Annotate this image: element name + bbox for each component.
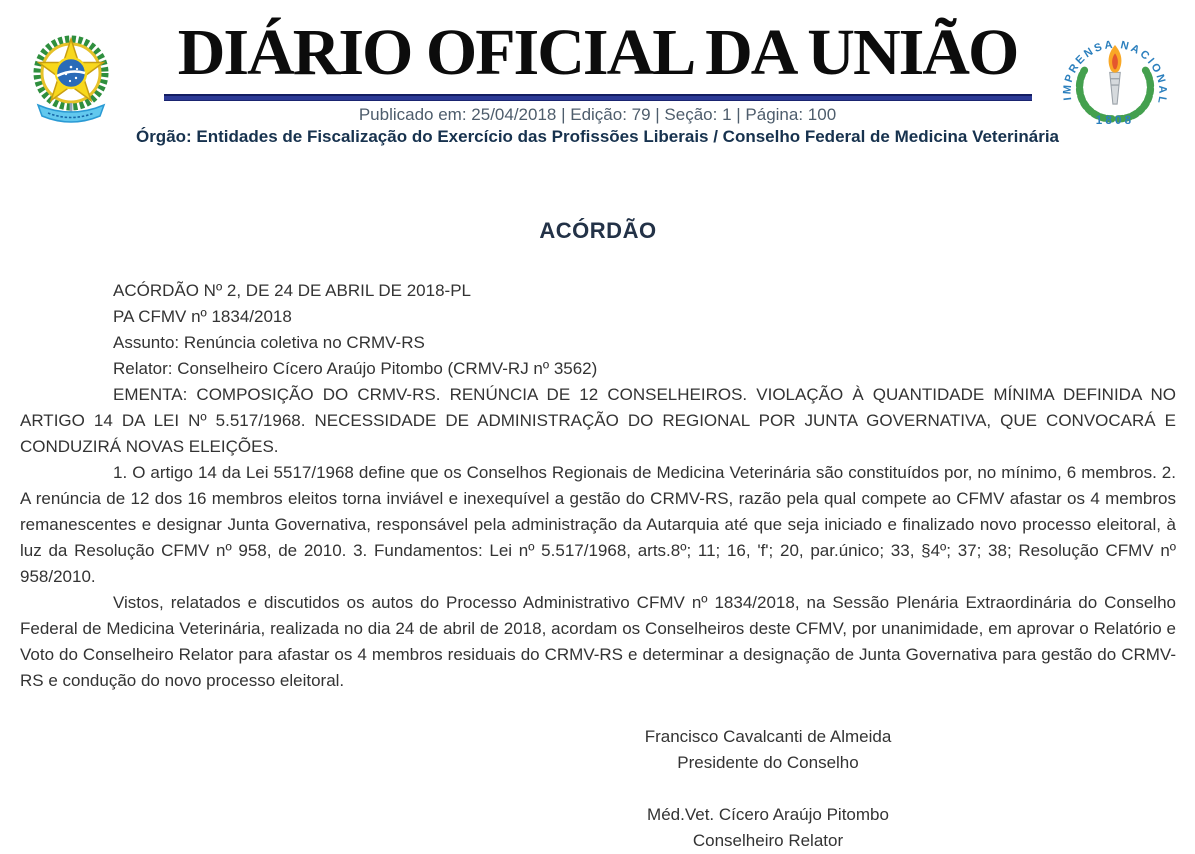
document-body: [20, 218, 1176, 854]
paragraph-ementa: EMENTA: COMPOSIÇÃO DO CRMV-RS. RENÚNCIA DE 12 CONSELHEIROS. VIOLAÇÃO À QUANTIDADE MÍNIMA DEFINIDA NO ARTIGO 14 DA LEI Nº 5.517/1968. NECESSIDADE DE ADMINISTRAÇÃO DO REGIONAL POR JUNTA GOVERNATIVA, QUE CONVOCARÁ E CONDUZIRÁ NOVAS ELEIÇÕES.: [20, 385, 1176, 456]
masthead-title: DIÁRIO OFICIAL DA UNIÃO: [177, 16, 1018, 89]
document-heading: ACÓRDÃO: [539, 218, 657, 243]
signature-role: Presidente do Conselho: [677, 753, 859, 772]
dou-page: [0, 16, 1195, 850]
imprensa-arc-text: IMPRENSA NACIONAL: [1061, 38, 1169, 107]
header: [0, 16, 1195, 174]
signature-block: [190, 724, 1195, 854]
signature-rapporteur: [190, 802, 1195, 854]
publication-info: Publicado em: 25/04/2018 | Edição: 79 | Seção: 1 | Página: 100: [358, 105, 837, 124]
paragraph-fundamentos: 1. O artigo 14 da Lei 5517/1968 define que os Conselhos Regionais de Medicina Veterinária são constituídos por, no mínimo, 6 membros. 2. A renúncia de 12 dos 16 membros eleitos torna inviável e inexequível a gestão do CRMV-RS, razão pela qual compete ao CFMV afastar os 4 membros remanescentes e designar Junta Governativa, responsável pela administração da Autarquia até que seja iniciado e finalizado novo processo eleitoral, à luz da Resolução CFMV nº 958, de 2010. 3. Fundamentos: Lei nº 5.517/1968, arts.8º; 11; 16, 'f'; 20, par.único; 33, §4º; 37; 38; Resolução CFMV nº 958/2010.: [20, 463, 1176, 586]
organ-line: Órgão: Entidades de Fiscalização do Exercício das Profissões Liberais / Conselho Federal de Medicina Veterinária: [135, 127, 1060, 146]
signature-name: Francisco Cavalcanti de Almeida: [644, 727, 892, 746]
signature-president: [190, 724, 1195, 776]
paragraph-decisao: Vistos, relatados e discutidos os autos do Processo Administrativo CFMV nº 1834/2018, na Sessão Plenária Extraordinária do Conselho Federal de Medicina Veterinária, realizada no dia 24 de abril de 2018, acordam os Conselheiros deste CFMV, por unanimidade, em aprovar o Relatório e Voto do Conselheiro Relator para afastar os 4 membros residuais do CRMV-RS e determinar a designação de Junta Governativa para gestão do CRMV-RS e condução do novo processo eleitoral.: [20, 593, 1176, 690]
meta-line-rapporteur: Relator: Conselheiro Cícero Araújo Pitombo (CRMV-RJ nº 3562): [113, 359, 598, 378]
meta-line-number-date: ACÓRDÃO Nº 2, DE 24 DE ABRIL DE 2018-PL: [113, 281, 471, 300]
meta-line-subject: Assunto: Renúncia coletiva no CRMV-RS: [113, 333, 425, 352]
masthead-rule: [164, 94, 1032, 101]
signature-name: Méd.Vet. Cícero Araújo Pitombo: [647, 805, 889, 824]
brazil-coat-of-arms-icon: [26, 24, 116, 136]
imprensa-nacional-logo: [1057, 26, 1173, 142]
signature-role: Conselheiro Relator: [692, 831, 844, 850]
document-meta: [20, 278, 1176, 382]
imprensa-year: 1808: [1095, 114, 1135, 128]
meta-line-process: PA CFMV nº 1834/2018: [113, 307, 292, 326]
